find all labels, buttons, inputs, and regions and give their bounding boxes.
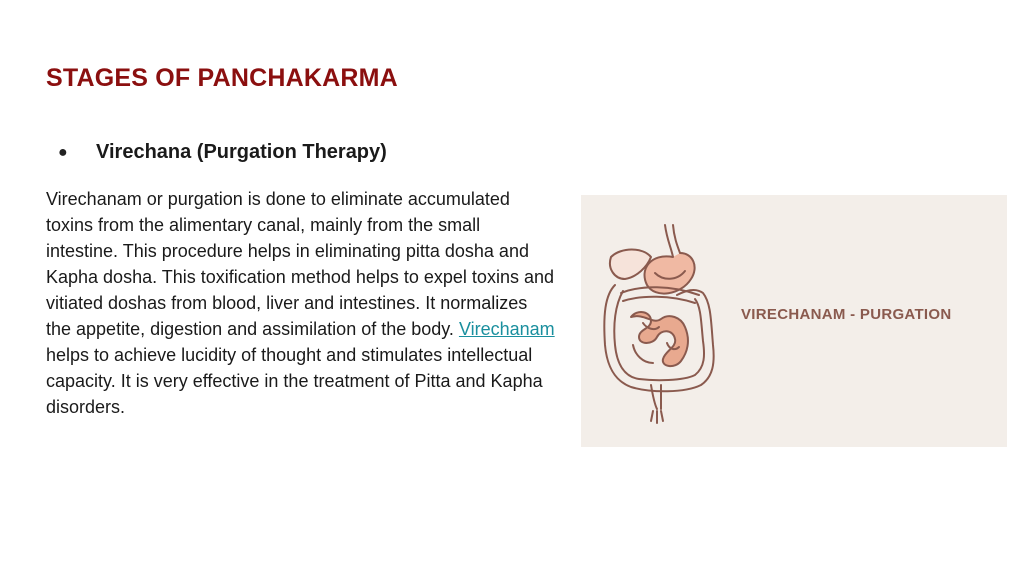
bullet-icon: ● bbox=[58, 143, 68, 161]
body-text-part-1: Virechanam or purgation is done to eliminate accumulated toxins from the alimentary canal, mainly from the small intestine. This procedure helps in eliminating pitta dosha and Kapha dosha. This toxification method helps to expel toxins and vitiated doshas from blood, liver and intestines. It normalizes the appetite, digestion and assimilation of the body. bbox=[46, 189, 554, 339]
bullet-heading: Virechana (Purgation Therapy) bbox=[96, 141, 387, 163]
virechanam-image bbox=[581, 195, 1007, 447]
body-paragraph bbox=[46, 186, 556, 420]
virechanam-link[interactable]: Virechanam bbox=[458, 319, 555, 339]
bullet-item bbox=[58, 141, 387, 164]
body-text-part-2: helps to achieve lucidity of thought and stimulates intellectual capacity. It is very effective in the treatment of Pitta and Kapha disorders. bbox=[46, 345, 543, 417]
image-caption: VIRECHANAM - PURGATION bbox=[741, 306, 952, 323]
slide-title: STAGES OF PANCHAKARMA bbox=[46, 64, 398, 92]
